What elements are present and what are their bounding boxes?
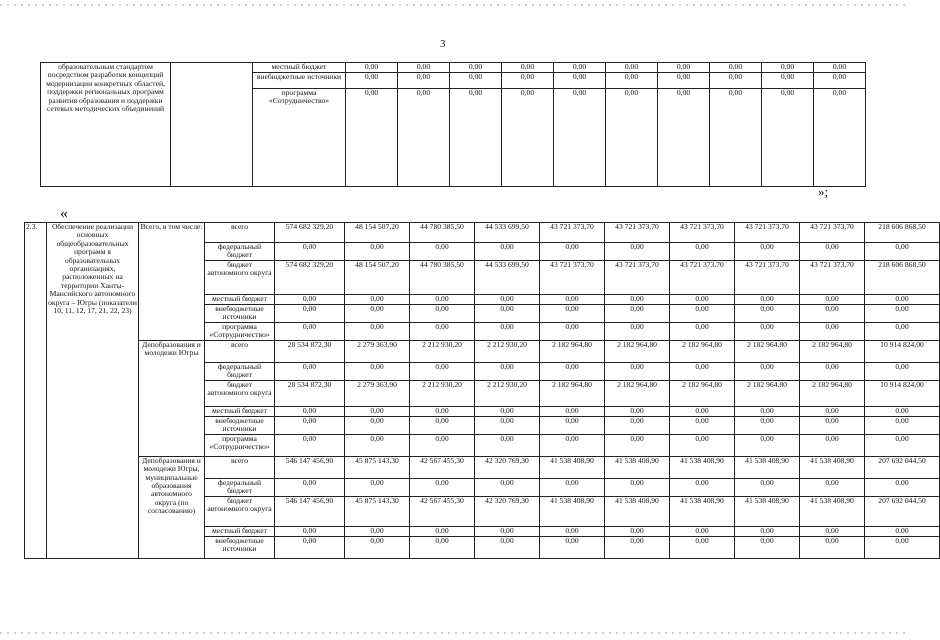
amount-cell: 574 682 329,20: [275, 261, 345, 295]
amount-cell: 574 682 329,20: [275, 223, 345, 243]
amount-cell: 218 606 868,50: [865, 261, 940, 295]
amount-cell: 0,00: [345, 536, 410, 558]
amount-cell: 0,00: [605, 243, 670, 261]
amount-cell: 0,00: [410, 536, 475, 558]
amount-cell: 546 147 456,90: [275, 456, 345, 478]
amount-cell: 0,00: [605, 323, 670, 341]
amount-cell: 0,00: [800, 526, 865, 536]
amount-cell: 0,00: [670, 406, 735, 416]
funding-source: федеральный бюджет: [205, 362, 275, 380]
amount-cell: 0,00: [540, 295, 605, 305]
amount-cell: 0,00: [410, 295, 475, 305]
amount-cell: 0,00: [540, 305, 605, 323]
amount-cell: 0,00: [345, 295, 410, 305]
activity-name: Обеспечение реализации основных общеобразовательных программ в образовательных организациях, расположенных на территории Ханты-Мансийского автономного округа – Югры (показатели 10, 11, 12, 17, 21, 22, 23): [47, 223, 139, 559]
amount-cell: 43 721 373,70: [605, 261, 670, 295]
funding-source: всего: [205, 340, 275, 362]
amount-cell: 0,00: [540, 416, 605, 434]
amount-cell: 207 692 044,50: [865, 496, 940, 526]
amount-cell: 0,00: [475, 416, 540, 434]
amount-cell: 2 182 964,80: [735, 380, 800, 406]
amount-cell: 0,00: [658, 63, 710, 73]
amount-cell: 0,00: [865, 323, 940, 341]
amount-cell: 2 182 964,80: [670, 340, 735, 362]
activity-description: образовательным стандартом посредством разработки концепций модернизации конкретных областей, поддержки региональных программ развития образования и поддержки сетевых методических объединений: [41, 63, 171, 187]
amount-cell: 2 212 930,20: [475, 340, 540, 362]
amount-cell: 0,00: [275, 526, 345, 536]
amount-cell: 43 721 373,70: [605, 223, 670, 243]
amount-cell: 0,00: [670, 305, 735, 323]
amount-cell: 42 567 455,30: [410, 496, 475, 526]
amount-cell: 0,00: [800, 243, 865, 261]
amount-cell: 0,00: [540, 323, 605, 341]
amount-cell: 28 534 872,30: [275, 380, 345, 406]
amount-cell: 43 721 373,70: [735, 261, 800, 295]
amount-cell: 0,00: [475, 406, 540, 416]
funding-source: бюджет автономного округа: [205, 261, 275, 295]
page-number: 3: [440, 38, 446, 50]
amount-cell: 0,00: [410, 416, 475, 434]
amount-cell: 2 212 930,20: [475, 380, 540, 406]
funding-source: всего: [205, 456, 275, 478]
funding-source: федеральный бюджет: [205, 243, 275, 261]
scan-edge-top: [0, 4, 905, 6]
amount-cell: 0,00: [865, 478, 940, 496]
amount-cell: 2 182 964,80: [800, 380, 865, 406]
amount-cell: 0,00: [735, 478, 800, 496]
amount-cell: 207 692 044,50: [865, 456, 940, 478]
amount-cell: 0,00: [345, 406, 410, 416]
amount-cell: 0,00: [800, 305, 865, 323]
amount-cell: 0,00: [710, 73, 762, 89]
funding-source: местный бюджет: [205, 526, 275, 536]
amount-cell: 0,00: [475, 536, 540, 558]
amount-cell: 0,00: [865, 406, 940, 416]
amount-cell: 0,00: [450, 89, 502, 187]
amount-cell: 44 533 699,50: [475, 261, 540, 295]
executor-name: Всего, в том числе:: [139, 223, 205, 341]
amount-cell: 0,00: [814, 89, 866, 187]
amount-cell: 0,00: [475, 434, 540, 456]
amount-cell: 0,00: [865, 295, 940, 305]
amount-cell: 0,00: [475, 243, 540, 261]
amount-cell: 0,00: [275, 295, 345, 305]
amount-cell: 0,00: [410, 305, 475, 323]
scan-edge-bottom: [0, 632, 905, 634]
amount-cell: 0,00: [410, 526, 475, 536]
amount-cell: 41 538 408,90: [670, 456, 735, 478]
funding-source: внебюджетные источники: [205, 305, 275, 323]
amount-cell: 0,00: [275, 323, 345, 341]
amount-cell: 0,00: [606, 89, 658, 187]
amount-cell: 0,00: [345, 243, 410, 261]
amount-cell: 0,00: [710, 89, 762, 187]
amount-cell: 0,00: [540, 362, 605, 380]
amount-cell: 0,00: [865, 362, 940, 380]
amount-cell: 0,00: [346, 73, 398, 89]
amount-cell: 0,00: [345, 434, 410, 456]
amount-cell: 0,00: [605, 536, 670, 558]
amount-cell: 0,00: [346, 89, 398, 187]
amount-cell: 0,00: [540, 478, 605, 496]
amount-cell: 41 538 408,90: [735, 496, 800, 526]
amount-cell: 0,00: [554, 63, 606, 73]
funding-source: внебюджетные источники: [205, 416, 275, 434]
amount-cell: 0,00: [540, 526, 605, 536]
amount-cell: 2 182 964,80: [540, 380, 605, 406]
funding-source: программа «Сотрудничество»: [253, 89, 346, 187]
amount-cell: 0,00: [800, 362, 865, 380]
amount-cell: 2 182 964,80: [605, 340, 670, 362]
amount-cell: 0,00: [345, 305, 410, 323]
amount-cell: 0,00: [865, 416, 940, 434]
amount-cell: 0,00: [398, 89, 450, 187]
funding-source: местный бюджет: [205, 295, 275, 305]
amount-cell: 0,00: [735, 243, 800, 261]
amount-cell: 44 533 699,50: [475, 223, 540, 243]
amount-cell: 0,00: [605, 305, 670, 323]
amount-cell: 2 212 930,20: [410, 340, 475, 362]
amount-cell: 0,00: [670, 323, 735, 341]
amount-cell: 0,00: [735, 323, 800, 341]
table-row: [25, 456, 940, 478]
executor-name: Депобразования и молодежи Югры, муниципальные образования автономного округа (по согласованию): [139, 456, 205, 558]
amount-cell: 0,00: [606, 63, 658, 73]
amount-cell: 0,00: [735, 362, 800, 380]
amount-cell: 48 154 507,20: [345, 223, 410, 243]
amount-cell: 0,00: [735, 305, 800, 323]
funding-source: бюджет автономного округа: [205, 380, 275, 406]
table-row: [41, 63, 866, 73]
amount-cell: 0,00: [735, 536, 800, 558]
amount-cell: 44 780 385,50: [410, 261, 475, 295]
program-activity-table: [24, 222, 940, 559]
amount-cell: 2 212 930,20: [410, 380, 475, 406]
amount-cell: 0,00: [800, 434, 865, 456]
amount-cell: 0,00: [502, 89, 554, 187]
amount-cell: 0,00: [605, 526, 670, 536]
amount-cell: 0,00: [540, 406, 605, 416]
amount-cell: 0,00: [605, 362, 670, 380]
amount-cell: 41 538 408,90: [540, 496, 605, 526]
amount-cell: 0,00: [605, 416, 670, 434]
amount-cell: 0,00: [275, 478, 345, 496]
amount-cell: 0,00: [475, 526, 540, 536]
amount-cell: 0,00: [735, 416, 800, 434]
amount-cell: 0,00: [670, 243, 735, 261]
amount-cell: 0,00: [605, 295, 670, 305]
amount-cell: 0,00: [346, 63, 398, 73]
amount-cell: 0,00: [450, 63, 502, 73]
amount-cell: 0,00: [658, 73, 710, 89]
amount-cell: 0,00: [410, 478, 475, 496]
amount-cell: 0,00: [540, 243, 605, 261]
amount-cell: 0,00: [670, 434, 735, 456]
amount-cell: 41 538 408,90: [800, 456, 865, 478]
amount-cell: 42 320 769,30: [475, 496, 540, 526]
amount-cell: 43 721 373,70: [540, 223, 605, 243]
amount-cell: 0,00: [865, 434, 940, 456]
activity-number: 2.3.: [25, 223, 47, 559]
amount-cell: 10 914 824,00: [865, 380, 940, 406]
funding-source: всего: [205, 223, 275, 243]
amount-cell: 0,00: [475, 305, 540, 323]
amount-cell: 0,00: [670, 295, 735, 305]
amount-cell: 2 182 964,80: [605, 380, 670, 406]
amount-cell: 43 721 373,70: [670, 261, 735, 295]
amount-cell: 0,00: [540, 536, 605, 558]
amount-cell: 0,00: [800, 406, 865, 416]
amount-cell: 0,00: [865, 305, 940, 323]
amount-cell: 41 538 408,90: [540, 456, 605, 478]
amount-cell: 0,00: [275, 406, 345, 416]
amount-cell: 0,00: [762, 73, 814, 89]
amount-cell: 0,00: [410, 434, 475, 456]
amount-cell: 0,00: [275, 362, 345, 380]
amount-cell: 0,00: [398, 63, 450, 73]
amount-cell: 0,00: [800, 416, 865, 434]
amount-cell: 0,00: [345, 323, 410, 341]
amount-cell: 0,00: [606, 73, 658, 89]
amount-cell: 43 721 373,70: [800, 261, 865, 295]
amount-cell: 0,00: [605, 434, 670, 456]
amount-cell: 44 780 385,50: [410, 223, 475, 243]
amount-cell: 0,00: [735, 434, 800, 456]
amount-cell: 0,00: [670, 362, 735, 380]
amount-cell: 0,00: [605, 406, 670, 416]
amount-cell: 2 182 964,80: [540, 340, 605, 362]
amount-cell: 0,00: [275, 536, 345, 558]
amount-cell: 0,00: [670, 416, 735, 434]
amount-cell: 0,00: [475, 323, 540, 341]
amount-cell: 0,00: [345, 478, 410, 496]
amount-cell: 0,00: [800, 536, 865, 558]
amount-cell: 42 320 769,30: [475, 456, 540, 478]
amount-cell: 0,00: [450, 73, 502, 89]
amount-cell: 0,00: [670, 478, 735, 496]
funding-source: программа «Сотрудничество»: [205, 323, 275, 341]
funding-source: федеральный бюджет: [205, 478, 275, 496]
executor-name: Депобразования и молодежи Югры: [139, 340, 205, 456]
amount-cell: 0,00: [475, 478, 540, 496]
amount-cell: 0,00: [410, 406, 475, 416]
amount-cell: 0,00: [865, 536, 940, 558]
amount-cell: 41 538 408,90: [735, 456, 800, 478]
funding-source: местный бюджет: [253, 63, 346, 73]
amount-cell: 0,00: [735, 295, 800, 305]
amount-cell: 0,00: [865, 526, 940, 536]
amount-cell: 45 875 143,30: [345, 496, 410, 526]
closing-quote-mark: »;: [818, 184, 829, 199]
amount-cell: 0,00: [670, 536, 735, 558]
continuation-table: [40, 62, 866, 187]
amount-cell: 0,00: [475, 362, 540, 380]
amount-cell: 0,00: [345, 526, 410, 536]
amount-cell: 43 721 373,70: [735, 223, 800, 243]
amount-cell: 42 567 455,30: [410, 456, 475, 478]
amount-cell: 48 154 507,20: [345, 261, 410, 295]
amount-cell: 2 182 964,80: [735, 340, 800, 362]
amount-cell: 2 279 363,90: [345, 380, 410, 406]
amount-cell: 43 721 373,70: [540, 261, 605, 295]
amount-cell: 0,00: [540, 434, 605, 456]
amount-cell: 0,00: [800, 323, 865, 341]
amount-cell: 0,00: [735, 526, 800, 536]
funding-source: бюджет автономного округа: [205, 496, 275, 526]
amount-cell: 28 534 872,30: [275, 340, 345, 362]
amount-cell: 0,00: [502, 73, 554, 89]
amount-cell: 41 538 408,90: [605, 456, 670, 478]
amount-cell: 2 182 964,80: [670, 380, 735, 406]
amount-cell: 0,00: [398, 73, 450, 89]
amount-cell: 0,00: [800, 295, 865, 305]
amount-cell: 0,00: [275, 434, 345, 456]
amount-cell: 43 721 373,70: [670, 223, 735, 243]
amount-cell: 0,00: [345, 416, 410, 434]
amount-cell: 0,00: [502, 63, 554, 73]
amount-cell: 0,00: [410, 243, 475, 261]
amount-cell: 10 914 824,00: [865, 340, 940, 362]
amount-cell: 0,00: [410, 323, 475, 341]
amount-cell: 45 875 143,30: [345, 456, 410, 478]
amount-cell: 0,00: [814, 73, 866, 89]
amount-cell: 0,00: [345, 362, 410, 380]
amount-cell: 0,00: [554, 73, 606, 89]
amount-cell: 0,00: [800, 478, 865, 496]
amount-cell: 546 147 456,90: [275, 496, 345, 526]
amount-cell: 43 721 373,70: [800, 223, 865, 243]
amount-cell: 0,00: [554, 89, 606, 187]
amount-cell: 0,00: [275, 243, 345, 261]
amount-cell: 0,00: [410, 362, 475, 380]
table-row: [25, 340, 940, 362]
amount-cell: 0,00: [670, 526, 735, 536]
amount-cell: 0,00: [275, 416, 345, 434]
amount-cell: 41 538 408,90: [670, 496, 735, 526]
funding-source: местный бюджет: [205, 406, 275, 416]
amount-cell: 218 606 868,50: [865, 223, 940, 243]
funding-source: внебюджетные источники: [253, 73, 346, 89]
amount-cell: 0,00: [605, 478, 670, 496]
amount-cell: 0,00: [814, 63, 866, 73]
amount-cell: 0,00: [275, 305, 345, 323]
opening-quote-mark: «: [60, 205, 68, 222]
funding-source: внебюджетные источники: [205, 536, 275, 558]
amount-cell: 41 538 408,90: [605, 496, 670, 526]
table-row: [25, 223, 940, 243]
amount-cell: 0,00: [710, 63, 762, 73]
amount-cell: 0,00: [865, 243, 940, 261]
amount-cell: 2 279 363,90: [345, 340, 410, 362]
amount-cell: 0,00: [658, 89, 710, 187]
amount-cell: 0,00: [475, 295, 540, 305]
amount-cell: 0,00: [762, 63, 814, 73]
funding-source: программа «Сотрудничество»: [205, 434, 275, 456]
amount-cell: 41 538 408,90: [800, 496, 865, 526]
amount-cell: 2 182 964,80: [800, 340, 865, 362]
amount-cell: 0,00: [762, 89, 814, 187]
executor-cell-empty: [171, 63, 253, 187]
amount-cell: 0,00: [735, 406, 800, 416]
